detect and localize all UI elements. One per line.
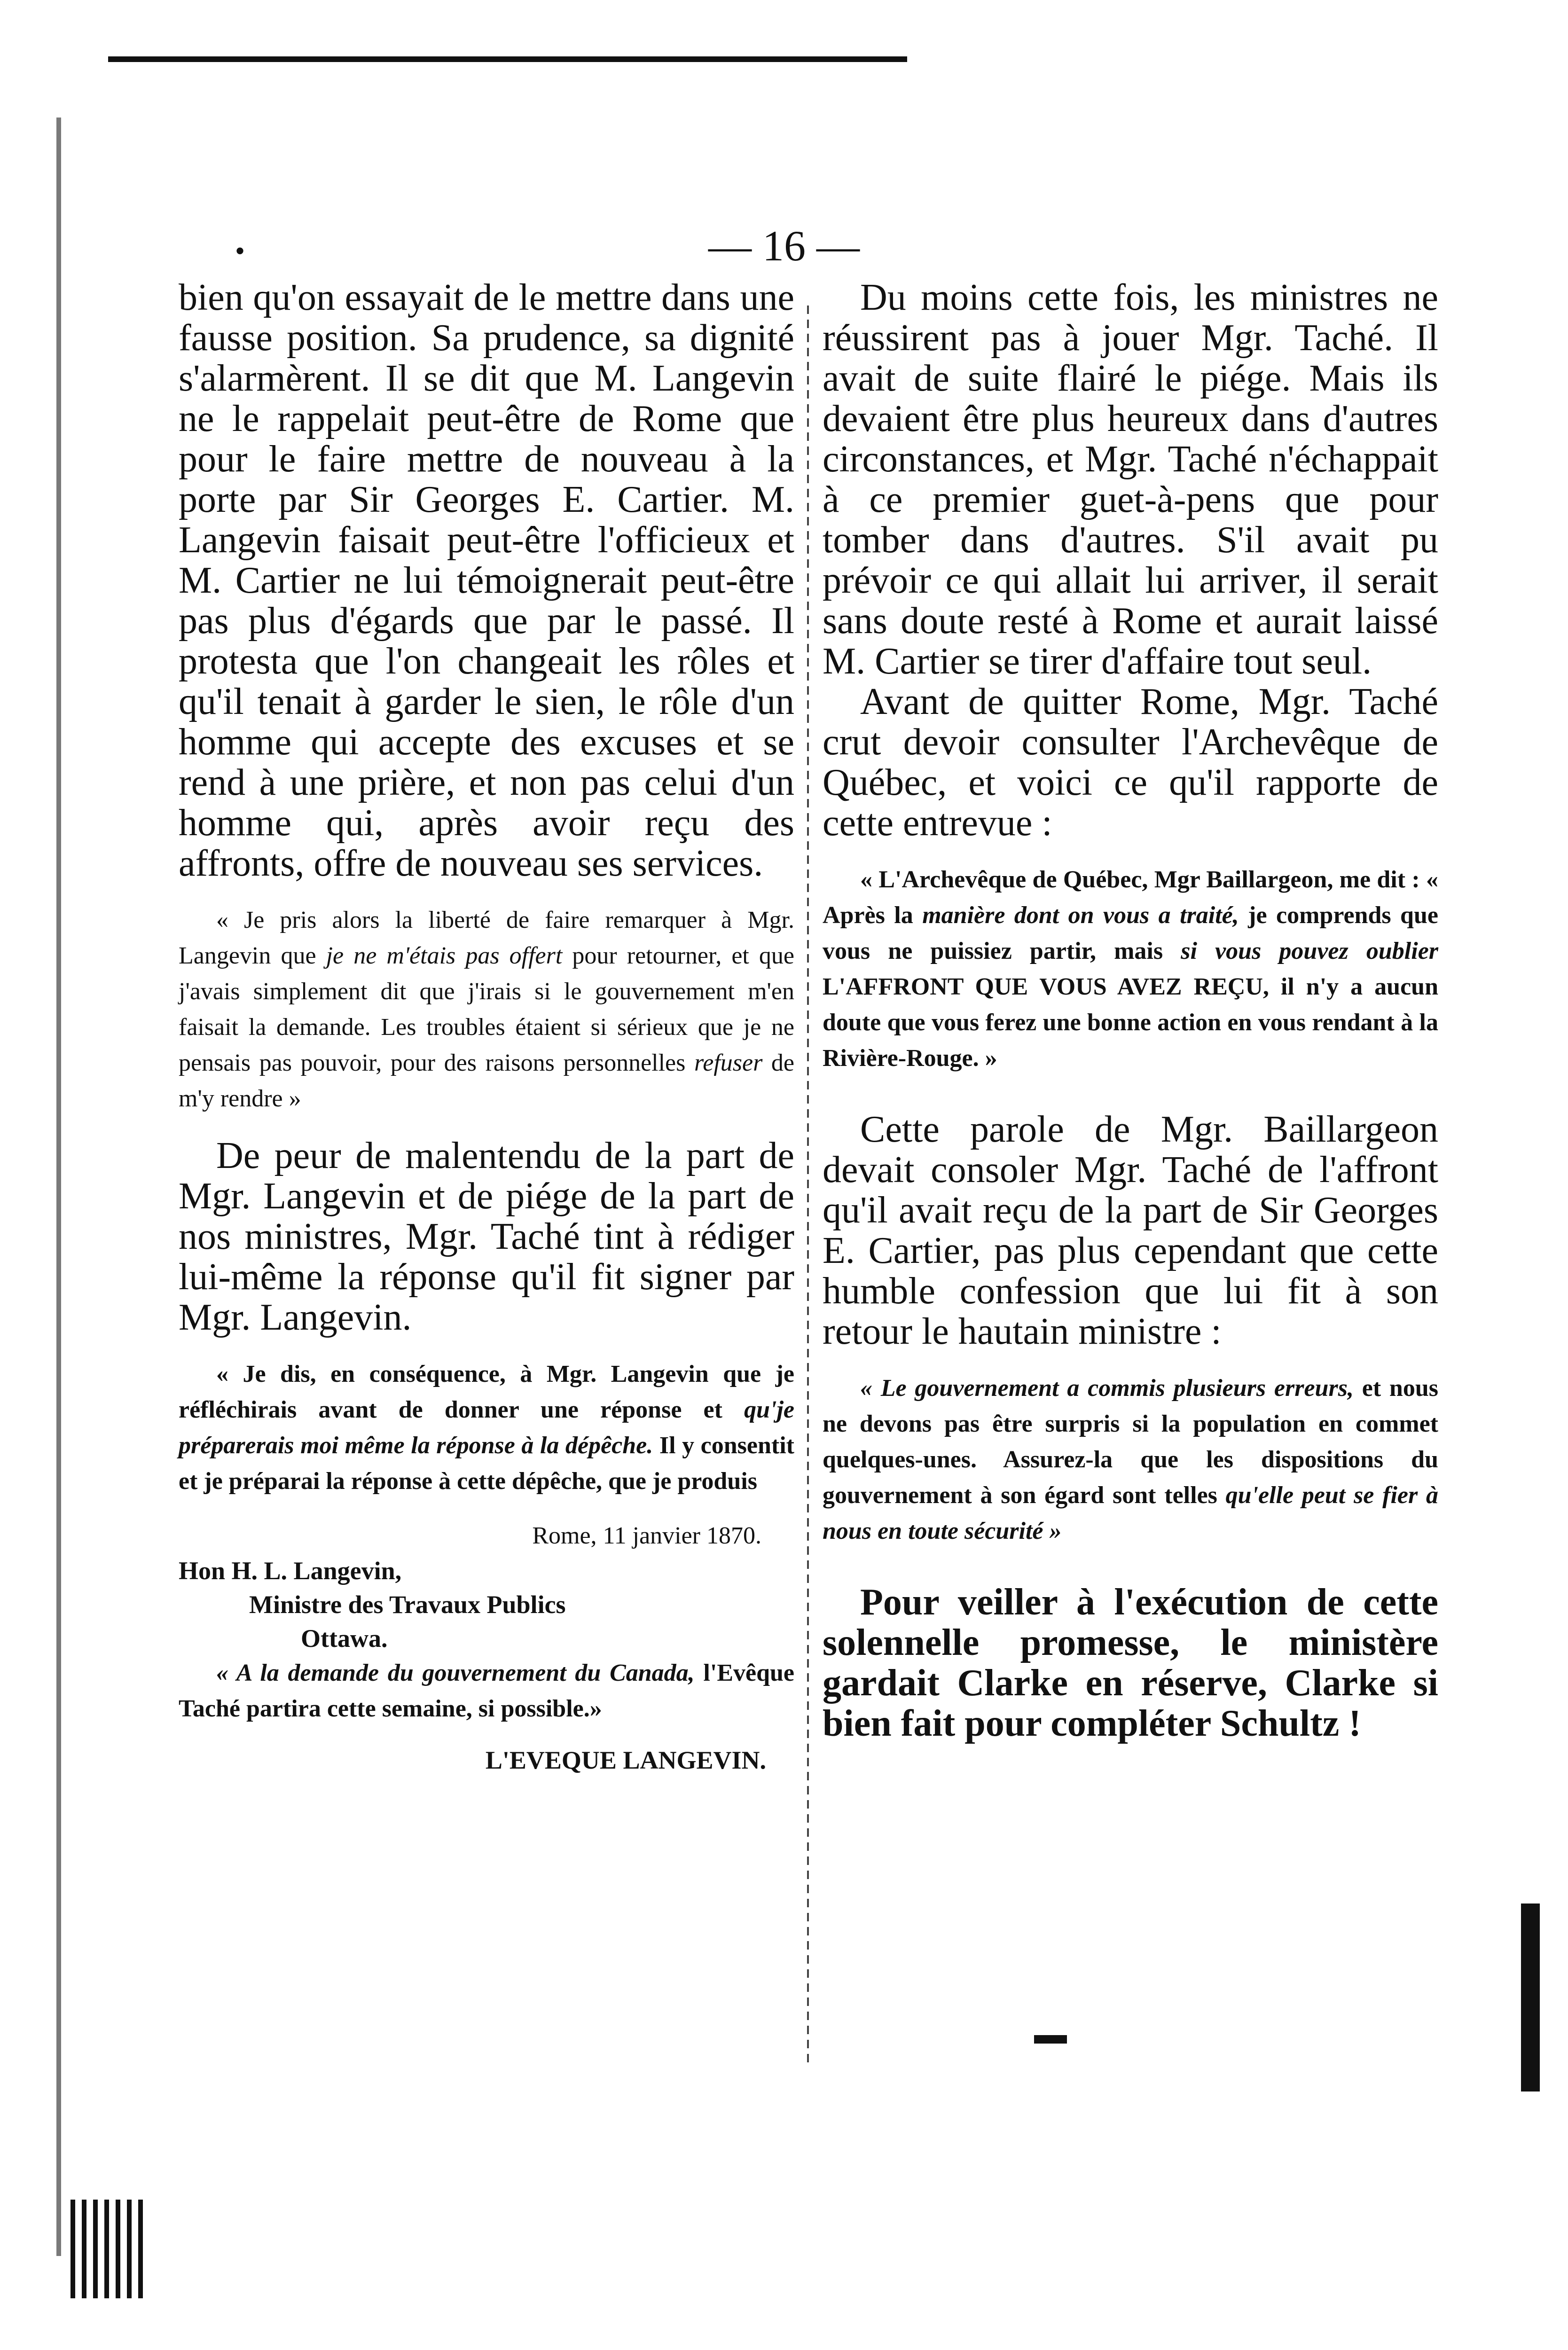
left-quote-2-italic: qu'je préparerais moi même la réponse à la dépêche. bbox=[179, 1396, 794, 1459]
left-paragraph-2: De peur de malentendu de la part de Mgr. Langevin et de piége de la part de nos ministres, Mgr. Taché tint à rédiger lui-même la réponse qu'il fit signer par Mgr. Langevin. bbox=[179, 1135, 794, 1338]
left-quote-1-text-b: pour retourner, et que j'avais simplement dit que j'irais si le gouvernement m'en faisait la demande. Les troubles étaient si sérieux que je ne pensais pas pouvoir, pour des raisons personnelles bbox=[179, 942, 794, 1076]
address-line-3: Ottawa. bbox=[301, 1624, 388, 1653]
address-line-1: Hon H. L. Langevin, bbox=[179, 1557, 402, 1585]
right-paragraph-3: Cette parole de Mgr. Baillargeon devait consoler Mgr. Taché de l'affront qu'il avait reçu de la part de Sir Georges E. Cartier, pas plus cependant que cette humble confession que lui fit à son retour le hautain ministre : bbox=[823, 1109, 1438, 1352]
left-paragraph-1: bien qu'on essayait de le mettre dans une fausse position. Sa prudence, sa dignité s'alarmèrent. Il se dit que M. Langevin ne le rappelait peut-être de Rome que pour le faire mettre de nouveau à la porte par Sir Georges E. Cartier. M. Langevin faisait peut-être l'officieux et M. Cartier ne lui témoignerait peut-être pas plus d'égards que par le passé. Il protesta que l'on changeait les rôles et qu'il tenait à garder le sien, le rôle d'un homme qui accepte des excuses et se rend à une prière, et non pas celui d'un homme qui, après avoir reçu des affronts, offre de nouveau ses services. bbox=[179, 277, 794, 884]
right-quote-1 bbox=[823, 862, 1438, 1076]
right-paragraph-1: Du moins cette fois, les ministres ne réussirent pas à jouer Mgr. Taché. Il avait de suite flairé le piége. Mais ils devaient être plus heureux dans d'autres circonstances, et Mgr. Taché n'échappait à ce premier guet-à-pens que pour tomber dans d'autres. S'il avait pu prévoir ce qui allait lui arriver, il serait sans doute resté à Rome et aurait laissé M. Cartier se tirer d'affaire tout seul. bbox=[823, 277, 1438, 682]
right-paragraph-2: Avant de quitter Rome, Mgr. Taché crut devoir consulter l'Archevêque de Québec, et voici ce qu'il rapporte de cette entrevue : bbox=[823, 681, 1438, 844]
right-quote-1-text-c: L'AFFRONT QUE VOUS AVEZ REÇU, il n'y a aucun doute que vous ferez une bonne action en vous rendant à la Rivière-Rouge. » bbox=[823, 973, 1438, 1072]
signature: L'EVEQUE LANGEVIN. bbox=[485, 1746, 766, 1774]
left-quote-1-italic-b: refuser bbox=[694, 1050, 763, 1076]
telegram-text bbox=[179, 1655, 794, 1727]
address-block bbox=[179, 1554, 794, 1655]
right-quote-1-text-a: « L'Archevêque de Québec, Mgr Baillargeon, me dit : « Après la bbox=[823, 866, 1438, 929]
left-quote-2-text-a: « Je dis, en conséquence, à Mgr. Langevin que je réfléchirais avant de donner une réponse et bbox=[179, 1361, 794, 1423]
telegram-bold: l'Evêque Taché partira cette semaine, si possible.» bbox=[179, 1660, 795, 1722]
telegram-italic: « A la demande du gouvernement du Canada, bbox=[216, 1660, 695, 1686]
column-divider bbox=[807, 306, 809, 2068]
right-quote-2-text: et nous ne devons pas être surpris si la population en commet quelques-unes. Assurez-la que les dispositions du gouvernement à son égard sont telles bbox=[823, 1375, 1438, 1509]
right-quote-2-italic-b: qu'elle peut se fier à nous en toute sécurité » bbox=[823, 1482, 1439, 1544]
bottom-binding-marks bbox=[71, 2200, 146, 2298]
right-edge-bar bbox=[1521, 1904, 1540, 2092]
page-number: — 16 — bbox=[708, 222, 860, 270]
address-line-2: Ministre des Travaux Publics bbox=[249, 1590, 566, 1619]
top-rule bbox=[108, 56, 907, 62]
right-column bbox=[823, 277, 1438, 1744]
ink-mark bbox=[1034, 2035, 1067, 2044]
left-quote-1-text-a: « Je pris alors la liberté de faire remarquer à Mgr. Langevin que bbox=[179, 907, 794, 969]
left-column bbox=[179, 277, 794, 1775]
right-quote-1-italic-a: manière dont on vous a traité, bbox=[922, 902, 1239, 929]
left-quote-1-italic-a: je ne m'étais pas offert bbox=[326, 942, 563, 969]
left-quote-2 bbox=[179, 1356, 794, 1499]
right-quote-1-italic-b: si vous pouvez oublier bbox=[1181, 938, 1439, 964]
right-quote-2 bbox=[823, 1371, 1438, 1549]
right-paragraph-4: Pour veiller à l'exécution de cette solennelle promesse, le ministère gardait Clarke en réserve, Clarke si bien fait pour compléter Schultz ! bbox=[823, 1582, 1438, 1744]
left-quote-2-text-b: Il y consentit et je préparai la réponse à cette dépêche, que je produis bbox=[179, 1432, 794, 1495]
dateline: Rome, 11 janvier 1870. bbox=[532, 1522, 761, 1549]
header-bullet: • bbox=[235, 235, 245, 266]
right-quote-2-italic-a: « Le gouvernement a commis plusieurs erreurs, bbox=[860, 1375, 1354, 1402]
left-binding-edge bbox=[56, 118, 61, 2256]
right-quote-1-text-b: je comprends que vous ne puissiez partir, mais bbox=[823, 902, 1438, 964]
left-quote-1 bbox=[179, 902, 794, 1117]
left-quote-1-text-c: de m'y rendre » bbox=[179, 1050, 794, 1112]
